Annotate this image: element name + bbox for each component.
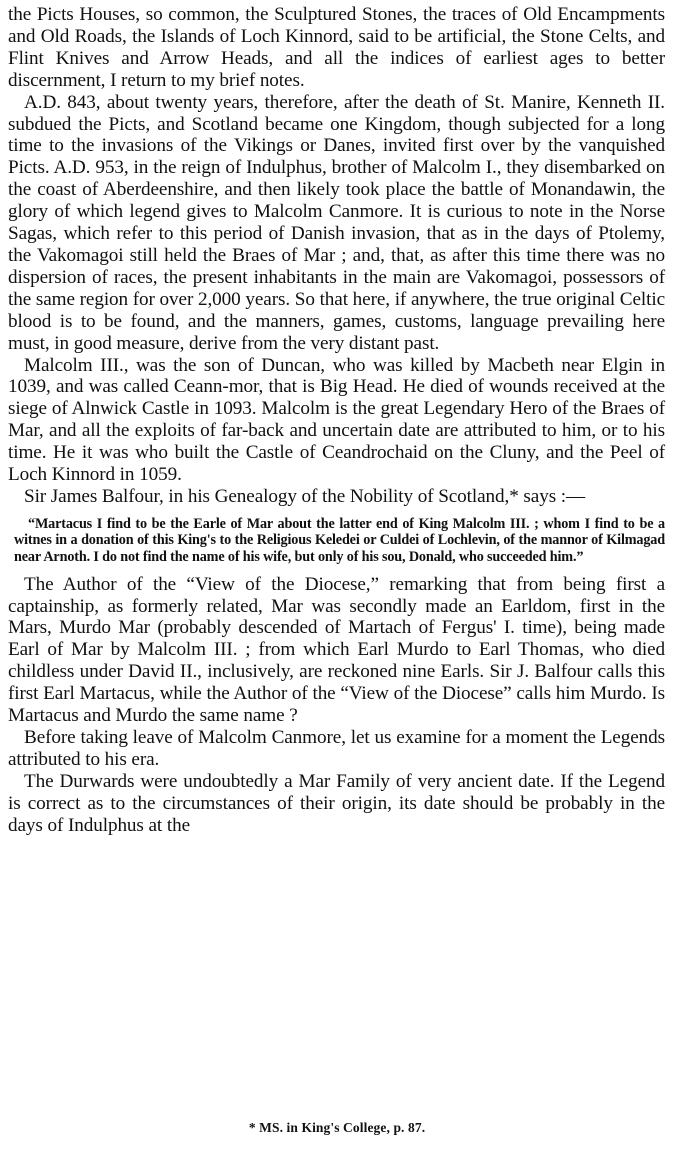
paragraph-balfour-intro: Sir James Balfour, in his Genealogy of the Nobility of Scotland,* says :— xyxy=(24,485,586,507)
paragraph-leave-of-malcolm: Before taking leave of Malcolm Canmore, let us examine for a moment the Legends attributed to his era. xyxy=(8,726,665,770)
block-quote-martacus: “Martacus I find to be the Earle of Mar about the latter end of King Malcolm III. ; whom I find to be a witnes in a donation of this King's to the Religious Keledei or Culdei of Lochlevin, of the mannor of Kilmagad near Arnoth. I do not find the name of his wife, but only of his sou, Donald, who succeeded him.” xyxy=(14,515,665,566)
document-page xyxy=(8,4,665,837)
paragraph-ad-843: A.D. 843, about twenty years, therefore, after the death of St. Manire, Kenneth II. subdued the Picts, and Scotland became one Kingdom, though subjected for a long time to the invasions of the Vikings or Danes, invited first over by the vanquished Picts. A.D. 953, in the reign of Indulphus, brother of Malcolm I., they disembarked on the coast of Aberdeenshire, and then likely took place the battle of Monandawin, the glory of which legend gives to Malcolm Canmore. It is curious to note in the Norse Sagas, which refer to this period of Danish invasion, that as in the days of Ptolemy, the Vakomagoi still held the Braes of Mar ; and, that, as after this time there was no dispersion of races, the present inhabitants in the main are Vakomagoi, possessors of the same region for over 2,000 years. So that here, if anywhere, the true original Celtic blood is to be found, and the manners, games, customs, language prevailing here must, in good measure, derive from the very distant past. xyxy=(8,91,665,354)
paragraph-durwards: The Durwards were undoubtedly a Mar Family of very ancient date. If the Legend is correct as to the circumstances of their origin, its date should be probably in the days of Indulphus at the xyxy=(8,770,665,836)
paragraph-malcolm-iii: Malcolm III., was the son of Duncan, who was killed by Macbeth near Elgin in 1039, and was called Ceann-mor, that is Big Head. He died of wounds received at the siege of Alnwick Castle in 1093. Malcolm is the great Legendary Hero of the Braes of Mar, and all the exploits of far-back and uncertain date are attributed to him, or to his time. He it was who built the Castle of Ceandrochaid on the Cluny, and the Peel of Loch Kinnord in 1059. xyxy=(8,354,665,486)
paragraph-view-of-diocese: The Author of the “View of the Diocese,” remarking that from being first a captainship, as formerly related, Mar was secondly made an Earldom, first in the Mars, Murdo Mar (probably descended of Martach of Fergus' I. time), being made Earl of Mar by Malcolm III. ; from which Earl Murdo to Earl Thomas, who died childless under David II., inclusively, are reckoned nine Earls. Sir J. Balfour calls this first Earl Martacus, while the Author of the “View of the Diocese” calls him Murdo. Is Martacus and Murdo the same name ? xyxy=(8,573,665,727)
paragraph-picts-houses: the Picts Houses, so common, the Sculptured Stones, the traces of Old Encampments and Old Roads, the Islands of Loch Kinnord, said to be artificial, the Stone Celts, and Flint Knives and Arrow Heads, and all the indices of earliest ages to better discernment, I return to my brief notes. xyxy=(8,4,665,91)
footnote: * MS. in King's College, p. 87. xyxy=(248,1120,426,1135)
